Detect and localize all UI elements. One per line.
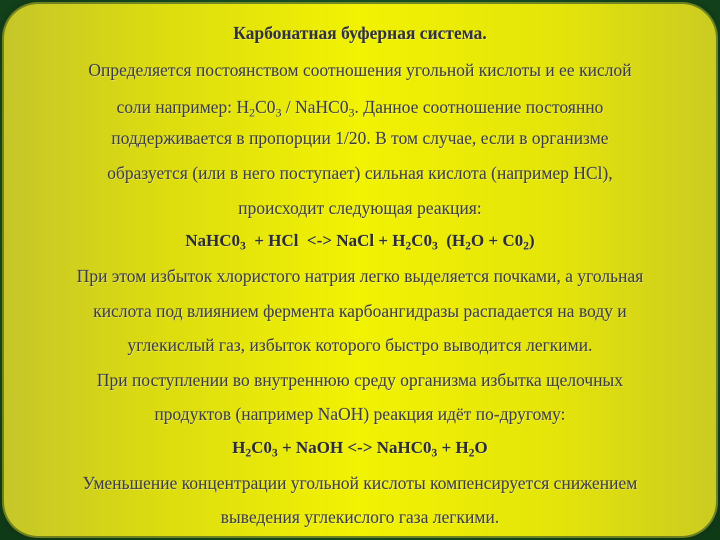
reaction-1-part: + HCl <-> NaCl + H [245,231,406,250]
paragraph-2-line-1 [4,266,716,286]
reaction-2-part: + NaOH <-> NaHC0 [277,438,432,457]
subscript: 2 [465,239,472,253]
paragraph-3-line-2-text: продуктов (например NaOH) реакция идёт по-другому: [154,404,566,424]
subscript: 2 [468,446,475,460]
slide-title-text: Карбонатная буферная система. [233,23,487,43]
slide-content-card [4,4,716,536]
intro-line-2-part: . Данное соотношение постоянно [354,97,604,117]
reaction-1-part: C0 [411,231,433,250]
reaction-2-part: H [232,438,246,457]
paragraph-4-line-2-text: выведения углекислого газа легкими. [220,507,500,527]
slide-title [4,23,716,43]
reaction-equation-2 [4,438,716,458]
reaction-2-part: O [474,438,488,457]
paragraph-3-line-1 [4,370,716,390]
intro-line-2-part: C0 [255,97,276,117]
subscript: 3 [240,239,246,253]
intro-line-5 [4,198,716,218]
intro-line-1-text: Определяется постоянством соотношения угольной кислоты и ее кислой [88,60,632,80]
intro-line-4-text: образуется (или в него поступает) сильная кислота (например HCl), [107,163,613,183]
paragraph-3-line-1-text: При поступлении во внутреннюю среду организма избытка щелочных [96,370,624,390]
subscript: 2 [405,239,412,253]
subscript: 2 [249,105,256,120]
subscript: 2 [523,239,529,253]
reaction-2-part: + H [437,438,469,457]
paragraph-2-line-1-text: При этом избыток хлористого натрия легко выделяется почками, а угольная [76,266,644,286]
reaction-1-part: ) [529,231,535,250]
paragraph-2-line-3 [4,335,716,355]
intro-line-3 [4,128,716,148]
paragraph-2-line-2-text: кислота под влиянием фермента карбоангидразы распадается на воду и [93,301,627,321]
subscript: 3 [431,446,438,460]
reaction-2-part: C0 [251,438,273,457]
reaction-1-part: (H [437,231,466,250]
subscript: 2 [245,446,252,460]
subscript: 3 [275,105,282,120]
intro-line-2 [4,97,716,120]
reaction-1-part: NaHC0 [185,231,241,250]
subscript: 3 [432,239,438,253]
reaction-equation-1 [4,231,716,251]
subscript: 3 [348,105,355,120]
paragraph-2-line-3-text: углекислый газ, избыток которого быстро выводится легкими. [127,335,593,355]
intro-line-4 [4,163,716,183]
intro-line-3-text: поддерживается в пропорции 1/20. В том случае, если в организме [111,128,609,148]
paragraph-2-line-2 [4,301,716,321]
paragraph-4-line-1-text: Уменьшение концентрации угольной кислоты компенсируется снижением [82,473,638,493]
intro-line-1 [4,60,716,80]
paragraph-3-line-2 [4,404,716,424]
reaction-1-part: O + C0 [471,231,524,250]
paragraph-4-line-2 [4,507,716,527]
intro-line-2-part: / NaHC0 [281,97,349,117]
subscript: 3 [272,446,278,460]
intro-line-2-part: соли например: H [116,97,250,117]
intro-line-5-text: происходит следующая реакция: [238,198,482,218]
paragraph-4-line-1 [4,473,716,493]
